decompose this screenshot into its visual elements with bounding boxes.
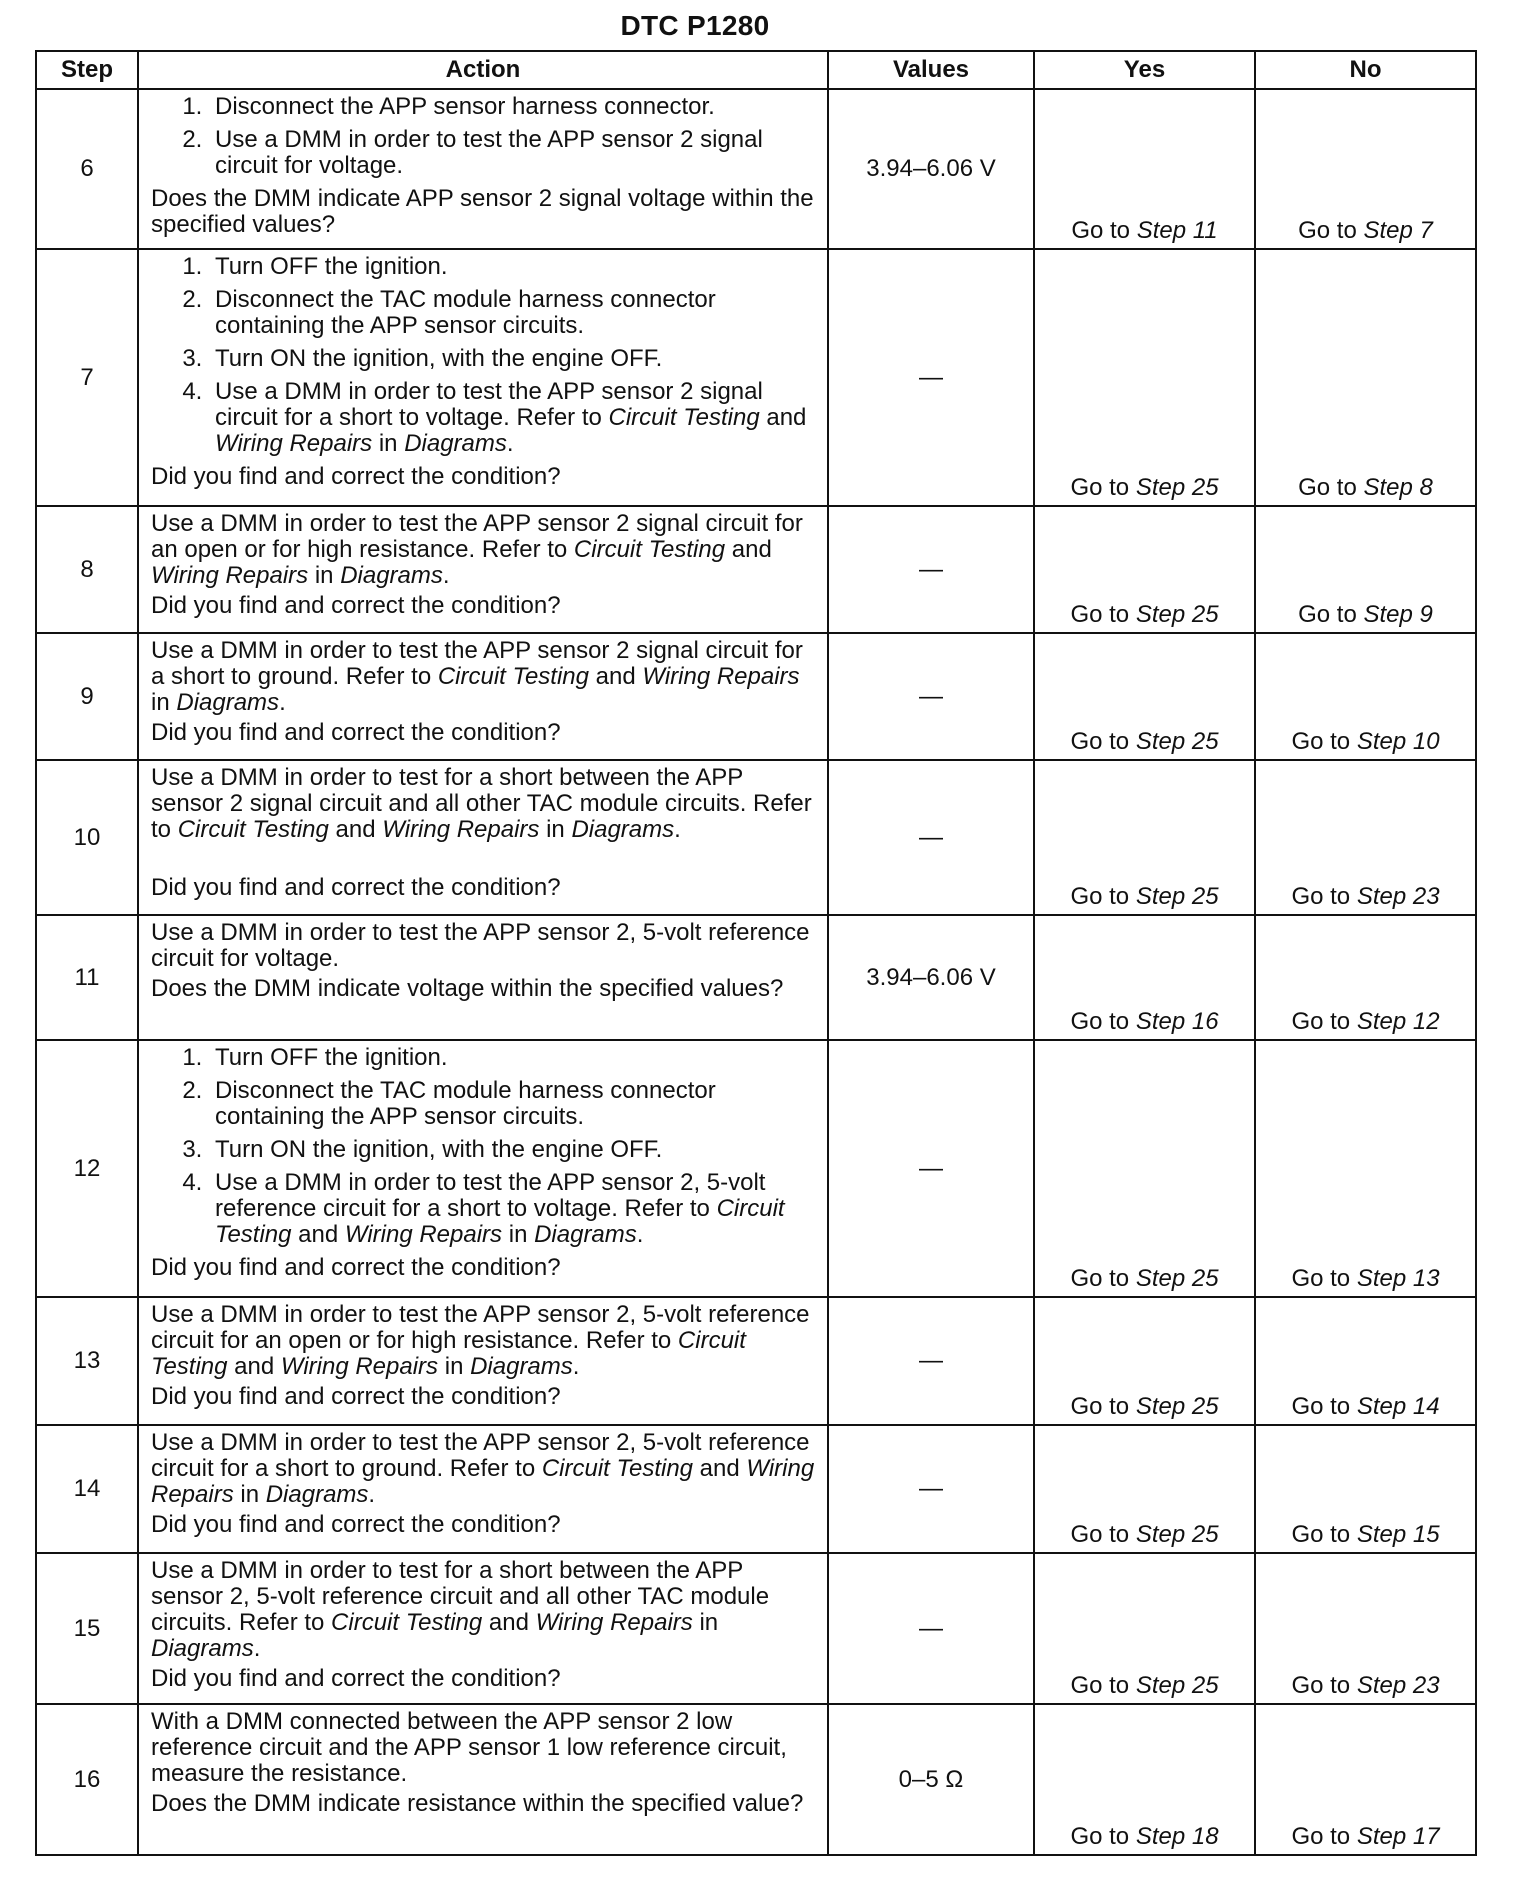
values-cell: — xyxy=(828,1297,1034,1425)
goto-step-link[interactable]: Step 25 xyxy=(1135,728,1219,755)
goto-label: Go to xyxy=(1291,1521,1357,1548)
goto-step-link[interactable]: Step 14 xyxy=(1356,1393,1440,1420)
step-number: 16 xyxy=(36,1704,138,1855)
ref-diagrams: Diagrams xyxy=(470,1353,573,1380)
ref-circuit-testing: Circuit Testing xyxy=(437,663,589,690)
action-paragraph xyxy=(151,638,817,716)
table-row xyxy=(36,249,1476,506)
header-yes: Yes xyxy=(1034,51,1255,89)
action-question: Did you find and correct the condition? xyxy=(151,719,561,746)
list-item xyxy=(209,379,817,457)
goto-label: Go to xyxy=(1070,474,1136,501)
header-row xyxy=(36,51,1476,89)
goto-step-link[interactable]: Step 25 xyxy=(1135,1672,1219,1699)
goto-label: Go to xyxy=(1291,1265,1357,1292)
values-cell: — xyxy=(828,1425,1034,1553)
ref-in: in xyxy=(502,1221,535,1248)
no-cell xyxy=(1255,249,1476,506)
no-cell xyxy=(1255,633,1476,760)
ref-and: and xyxy=(328,816,383,843)
step-number: 8 xyxy=(36,506,138,633)
values-cell: — xyxy=(828,1553,1034,1704)
header-no: No xyxy=(1255,51,1476,89)
step-number: 7 xyxy=(36,249,138,506)
yes-cell xyxy=(1034,1040,1255,1297)
goto-step-link[interactable]: Step 18 xyxy=(1135,1823,1219,1850)
yes-cell xyxy=(1034,1553,1255,1704)
goto-step-link[interactable]: Step 13 xyxy=(1356,1265,1440,1292)
goto-label: Go to xyxy=(1070,883,1136,910)
ref-wiring-repairs: Wiring Repairs xyxy=(280,1353,439,1380)
action-text: Use a DMM in order to test the APP sensor 2, 5-volt reference circuit for a short to voltage. Refer to xyxy=(215,1169,766,1222)
yes-cell xyxy=(1034,249,1255,506)
action-cell xyxy=(138,249,828,506)
goto-label: Go to xyxy=(1291,1393,1357,1420)
step-number: 10 xyxy=(36,760,138,915)
action-question: Did you find and correct the condition? xyxy=(151,874,561,901)
list-item xyxy=(209,1170,817,1248)
action-question: Did you find and correct the condition? xyxy=(151,592,561,619)
page-title: DTC P1280 xyxy=(620,10,770,41)
ref-wiring-repairs: Wiring Repairs xyxy=(215,430,373,457)
list-item: 1. Turn OFF the ignition. xyxy=(209,254,817,280)
goto-step-link[interactable]: Step 23 xyxy=(1356,1672,1440,1699)
step-number: 6 xyxy=(36,89,138,249)
ref-diagrams: Diagrams xyxy=(404,430,507,457)
yes-cell xyxy=(1034,915,1255,1040)
yes-cell xyxy=(1034,89,1255,249)
ref-circuit-testing: Circuit Testing xyxy=(573,536,726,563)
ref-and: and xyxy=(291,1221,345,1248)
goto-label: Go to xyxy=(1291,1008,1357,1035)
goto-step-link[interactable]: Step 25 xyxy=(1135,1265,1219,1292)
yes-cell xyxy=(1034,1704,1255,1855)
goto-label: Go to xyxy=(1071,217,1137,244)
ref-circuit-testing: Circuit Testing xyxy=(151,1327,746,1380)
goto-step-link[interactable]: Step 11 xyxy=(1136,217,1218,244)
ref-and: and xyxy=(759,404,807,431)
ref-diagrams: Diagrams xyxy=(265,1481,369,1508)
goto-label: Go to xyxy=(1298,217,1364,244)
ref-circuit-testing: Circuit Testing xyxy=(177,816,329,843)
goto-label: Go to xyxy=(1070,601,1136,628)
values-cell: — xyxy=(828,1040,1034,1297)
values-cell: 3.94–6.06 V xyxy=(828,89,1034,249)
ref-and: and xyxy=(725,536,772,563)
list-item: 2. Use a DMM in order to test the APP sensor 2 signal circuit for voltage. xyxy=(209,127,817,179)
step-number: 15 xyxy=(36,1553,138,1704)
goto-label: Go to xyxy=(1291,728,1357,755)
no-cell xyxy=(1255,1040,1476,1297)
ref-diagrams: Diagrams xyxy=(534,1221,637,1248)
ref-in: in xyxy=(151,689,177,716)
ref-wiring-repairs: Wiring Repairs xyxy=(344,1221,503,1248)
step-number: 14 xyxy=(36,1425,138,1553)
goto-label: Go to xyxy=(1070,1823,1136,1850)
step-number: 9 xyxy=(36,633,138,760)
goto-step-link[interactable]: Step 15 xyxy=(1356,1521,1440,1548)
action-paragraph xyxy=(151,765,817,843)
goto-label: Go to xyxy=(1070,1265,1136,1292)
table-row xyxy=(36,760,1476,915)
table-row xyxy=(36,1425,1476,1553)
action-text: Use a DMM in order to test for a short between the APP sensor 2, 5-volt reference circuit and all other TAC module circuits. Refer to xyxy=(151,1557,770,1636)
goto-step-link[interactable]: Step 25 xyxy=(1135,601,1219,628)
action-question: Does the DMM indicate APP sensor 2 signal voltage within the specified values? xyxy=(151,185,814,238)
no-cell xyxy=(1255,915,1476,1040)
goto-step-link[interactable]: Step 8 xyxy=(1363,474,1433,501)
ref-end: . xyxy=(368,1481,376,1508)
ref-in: in xyxy=(372,430,405,457)
header-values: Values xyxy=(828,51,1034,89)
values-cell: — xyxy=(828,506,1034,633)
goto-step-link[interactable]: Step 7 xyxy=(1363,217,1433,244)
ref-circuit-testing: Circuit Testing xyxy=(215,1195,785,1248)
ref-and: and xyxy=(227,1353,281,1380)
action-cell xyxy=(138,1553,828,1704)
ref-in: in xyxy=(539,816,572,843)
goto-label: Go to xyxy=(1291,1823,1357,1850)
action-text: Use a DMM in order to test the APP sensor 2 signal circuit for a short to voltage. Refer to xyxy=(215,378,763,431)
ref-end: . xyxy=(674,816,681,843)
header-action: Action xyxy=(138,51,828,89)
ref-diagrams: Diagrams xyxy=(571,816,675,843)
goto-label: Go to xyxy=(1070,1521,1136,1548)
spacer xyxy=(151,847,817,875)
list-item: 3. Turn ON the ignition, with the engine OFF. xyxy=(209,346,817,372)
table-row xyxy=(36,506,1476,633)
table-row xyxy=(36,915,1476,1040)
ref-and: and xyxy=(482,1609,536,1636)
table-row xyxy=(36,1704,1476,1855)
list-item: 2. Disconnect the TAC module harness connector containing the APP sensor circuits. xyxy=(209,1078,817,1130)
goto-step-link[interactable]: Step 23 xyxy=(1356,883,1440,910)
goto-label: Go to xyxy=(1070,728,1136,755)
no-cell xyxy=(1255,1425,1476,1553)
action-paragraph xyxy=(151,1302,817,1380)
ref-diagrams: Diagrams xyxy=(176,689,280,716)
ref-in: in xyxy=(692,1609,719,1636)
goto-step-link[interactable]: Step 25 xyxy=(1135,1393,1219,1420)
values-cell: — xyxy=(828,760,1034,915)
action-question: Did you find and correct the condition? xyxy=(151,1254,561,1281)
goto-step-link[interactable]: Step 25 xyxy=(1135,474,1219,501)
action-question: Did you find and correct the condition? xyxy=(151,1511,561,1538)
list-item: 1. Disconnect the APP sensor harness connector. xyxy=(209,94,817,120)
ref-end: . xyxy=(253,1635,261,1662)
no-cell xyxy=(1255,760,1476,915)
step-number: 13 xyxy=(36,1297,138,1425)
goto-label: Go to xyxy=(1291,883,1357,910)
action-list xyxy=(151,1045,817,1248)
ref-wiring-repairs: Wiring Repairs xyxy=(151,1455,815,1508)
no-cell xyxy=(1255,1553,1476,1704)
action-cell xyxy=(138,760,828,915)
ref-circuit-testing: Circuit Testing xyxy=(331,1609,483,1636)
goto-step-link[interactable]: Step 17 xyxy=(1356,1823,1440,1850)
action-cell xyxy=(138,89,828,249)
action-cell xyxy=(138,915,828,1040)
ref-in: in xyxy=(233,1481,266,1508)
ref-in: in xyxy=(308,562,341,589)
action-paragraph xyxy=(151,1558,817,1662)
list-item: 2. Disconnect the TAC module harness connector containing the APP sensor circuits. xyxy=(209,287,817,339)
values-cell: 3.94–6.06 V xyxy=(828,915,1034,1040)
table-row xyxy=(36,1040,1476,1297)
values-cell: — xyxy=(828,633,1034,760)
header-step: Step xyxy=(36,51,138,89)
goto-step-link[interactable]: Step 25 xyxy=(1135,883,1219,910)
goto-step-link[interactable]: Step 25 xyxy=(1135,1521,1219,1548)
action-text: Use a DMM in order to test the APP sensor 2 signal circuit for an open or for high resistance. Refer to xyxy=(151,510,803,563)
action-text: Use a DMM in order to test the APP sensor 2 signal circuit for a short to ground. Refer to xyxy=(151,637,803,690)
goto-label: Go to xyxy=(1291,1672,1357,1699)
yes-cell xyxy=(1034,506,1255,633)
no-cell xyxy=(1255,506,1476,633)
action-text: Use a DMM in order to test the APP sensor 2, 5-volt reference circuit for a short to ground. Refer to xyxy=(151,1429,810,1482)
action-question: Did you find and correct the condition? xyxy=(151,1383,561,1410)
ref-end: . xyxy=(572,1353,580,1380)
yes-cell xyxy=(1034,633,1255,760)
ref-end: . xyxy=(442,562,450,589)
values-cell: 0–5 Ω xyxy=(828,1704,1034,1855)
table-row xyxy=(36,89,1476,249)
ref-circuit-testing: Circuit Testing xyxy=(541,1455,694,1482)
table-row xyxy=(36,633,1476,760)
action-cell xyxy=(138,1040,828,1297)
ref-and: and xyxy=(693,1455,747,1482)
action-question: Did you find and correct the condition? xyxy=(151,463,561,490)
ref-wiring-repairs: Wiring Repairs xyxy=(642,663,800,690)
action-cell xyxy=(138,506,828,633)
action-paragraph: With a DMM connected between the APP sensor 2 low reference circuit and the APP sensor 1 low reference circuit, measure the resistance. xyxy=(151,1708,787,1787)
ref-and: and xyxy=(589,663,643,690)
step-number: 12 xyxy=(36,1040,138,1297)
table-row xyxy=(36,1553,1476,1704)
no-cell xyxy=(1255,89,1476,249)
ref-diagrams: Diagrams xyxy=(340,562,443,589)
action-cell xyxy=(138,1425,828,1553)
ref-end: . xyxy=(506,430,514,457)
goto-label: Go to xyxy=(1070,1008,1136,1035)
goto-label: Go to xyxy=(1070,1393,1136,1420)
action-cell xyxy=(138,1704,828,1855)
ref-diagrams: Diagrams xyxy=(151,1635,254,1662)
yes-cell xyxy=(1034,1297,1255,1425)
action-question: Did you find and correct the condition? xyxy=(151,1665,561,1692)
action-paragraph: Use a DMM in order to test the APP sensor 2, 5-volt reference circuit for voltage. xyxy=(151,919,810,972)
ref-wiring-repairs: Wiring Repairs xyxy=(382,816,540,843)
ref-circuit-testing: Circuit Testing xyxy=(608,404,760,431)
action-paragraph xyxy=(151,511,817,589)
no-cell xyxy=(1255,1297,1476,1425)
action-question: Does the DMM indicate resistance within the specified value? xyxy=(151,1790,804,1817)
ref-end: . xyxy=(279,689,286,716)
goto-label: Go to xyxy=(1070,1672,1136,1699)
goto-step-link[interactable]: Step 10 xyxy=(1356,728,1440,755)
ref-wiring-repairs: Wiring Repairs xyxy=(535,1609,693,1636)
list-item: 3. Turn ON the ignition, with the engine OFF. xyxy=(209,1137,817,1163)
yes-cell xyxy=(1034,760,1255,915)
goto-label: Go to xyxy=(1298,474,1364,501)
goto-step-link[interactable]: Step 16 xyxy=(1135,1008,1219,1035)
yes-cell xyxy=(1034,1425,1255,1553)
list-item: 1. Turn OFF the ignition. xyxy=(209,1045,817,1071)
no-cell xyxy=(1255,1704,1476,1855)
diagnostic-table xyxy=(35,50,1477,1856)
action-paragraph xyxy=(151,1430,817,1508)
goto-step-link[interactable]: Step 12 xyxy=(1356,1008,1440,1035)
action-question: Does the DMM indicate voltage within the specified values? xyxy=(151,975,784,1002)
action-text: Use a DMM in order to test the APP sensor 2, 5-volt reference circuit for an open or for high resistance. Refer to xyxy=(151,1301,810,1354)
action-cell xyxy=(138,633,828,760)
ref-wiring-repairs: Wiring Repairs xyxy=(151,562,309,589)
goto-label: Go to xyxy=(1298,601,1364,628)
action-list xyxy=(151,94,817,179)
ref-in: in xyxy=(438,1353,471,1380)
values-cell: — xyxy=(828,249,1034,506)
step-number: 11 xyxy=(36,915,138,1040)
action-text: Use a DMM in order to test for a short between the APP sensor 2 signal circuit and all other TAC module circuits. Refer to xyxy=(151,764,812,843)
goto-step-link[interactable]: Step 9 xyxy=(1363,601,1433,628)
table-row xyxy=(36,1297,1476,1425)
ref-end: . xyxy=(636,1221,644,1248)
action-list xyxy=(151,254,817,457)
action-cell xyxy=(138,1297,828,1425)
